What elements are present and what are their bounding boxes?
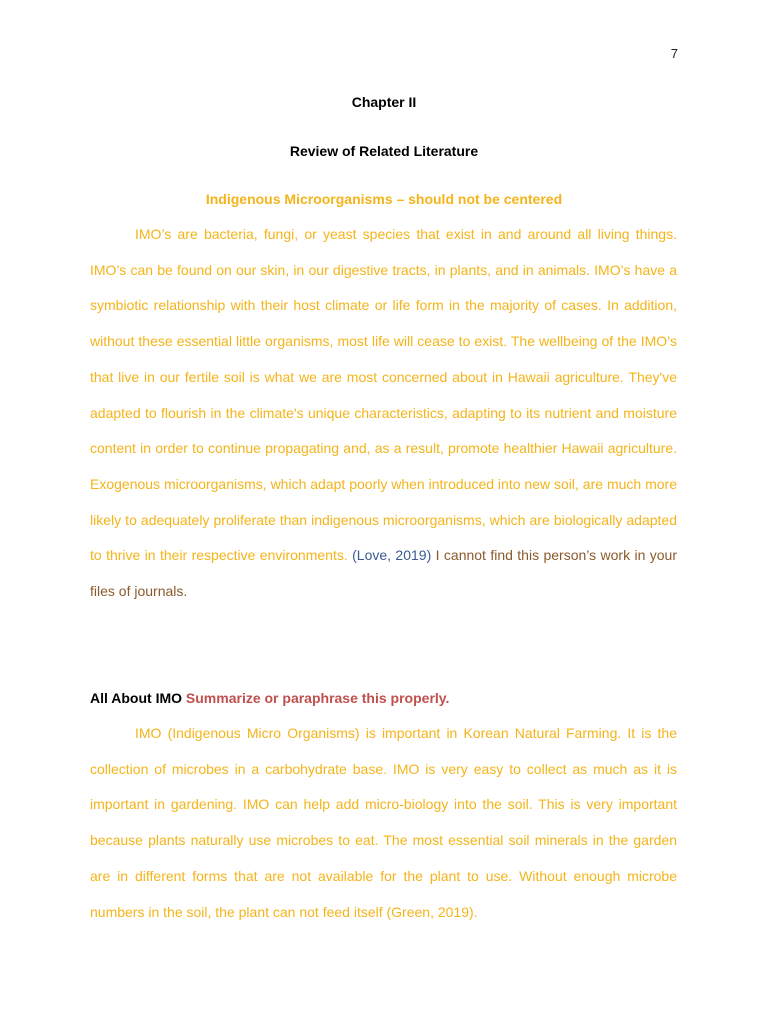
reviewer-comment: I cannot find this person’s work in your files of journals. <box>90 547 677 600</box>
section2-heading-text: All About IMO <box>90 690 183 706</box>
citation-love: (Love, 2019) <box>352 547 432 564</box>
page-number: 7 <box>670 46 678 61</box>
section1-paragraph-main: IMO’s are bacteria, fungi, or yeast species that exist in and around all living things. IMO’s can be found on our skin, in our digestive tracts, in plants, and in animals. IMO’s have a symbiotic relationship with their host climate or life form in the majority of cases. In addition, without these essential little organisms, most life will cease to exist. The wellbeing of the IMO’s that live in our fertile soil is what we are most concerned about in Hawaii agriculture. They've adapted to flourish in the climate's unique characteristics, adapting to its nutrient and moisture content in order to continue propagating and, as a result, promote healthier Hawaii agriculture. Exogenous microorganisms, which adapt poorly when introduced into new soil, are much more likely to adequately proliferate than indigenous microorganisms, which are biologically adapted to thrive in their respective environments. <box>90 226 677 564</box>
section1-heading: Indigenous Microorganisms – should not be centered <box>205 191 563 207</box>
chapter-title: Chapter II <box>351 94 417 110</box>
section2-paragraph: IMO (Indigenous Micro Organisms) is important in Korean Natural Farming. It is the collection of microbes in a carbohydrate base. IMO is very easy to collect as much as it is important in gardening. IMO can help add micro-biology into the soil. This is very important because plants naturally use microbes to eat. The most essential soil minerals in the garden are in different forms that are not available for the plant to use. Without enough microbe numbers in the soil, the plant can not feed itself (Green, 2019). <box>90 725 677 920</box>
section2-heading-note: Summarize or paraphrase this properly. <box>185 690 450 706</box>
section2-heading <box>90 690 449 706</box>
section1-paragraph <box>90 217 677 610</box>
section-title: Review of Related Literature <box>289 143 479 159</box>
